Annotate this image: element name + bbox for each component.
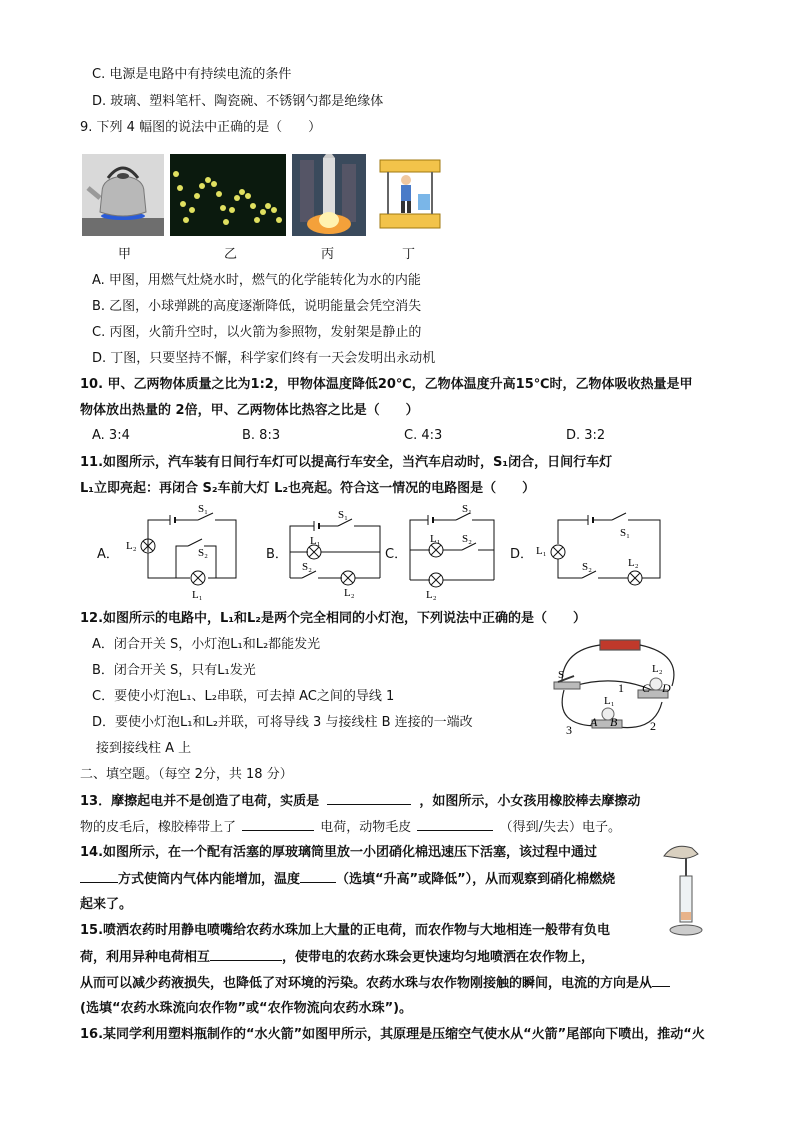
wire-2-label: 2 (650, 719, 656, 733)
q14-text-a: 方式使筒内气体内能增加，温度 (118, 872, 301, 887)
q10-stem-line1: 10. 甲、乙两物体质量之比为1:2，甲物体温度降低20℃，乙物体温度升高15℃时，乙物体吸收热量是甲 (80, 377, 693, 392)
q13-blank-3[interactable] (417, 818, 493, 831)
l2-label: L₂ (652, 663, 663, 675)
s2-label: S₂ (582, 561, 592, 573)
l2-label: L₂ (126, 540, 137, 552)
circuit-diagram-b (286, 508, 386, 608)
s1-label: S₁ (338, 509, 348, 521)
l1-label: L₁ (430, 533, 441, 545)
l1-label: L₁ (536, 545, 547, 557)
q15-line2 (80, 948, 594, 967)
kettle-image (82, 154, 164, 236)
q12-option-a: A．闭合开关 S，小灯泡L₁和L₂都能发光 (92, 637, 321, 652)
wire-3-label: 3 (566, 723, 572, 737)
q9-option-c: C. 丙图，火箭升空时，以火箭为参照物，发射架是静止的 (92, 325, 422, 340)
q14-line1: 14.如图所示，在一个配有活塞的厚玻璃筒里放一小团硝化棉迅速压下活塞，该过程中通过 (80, 845, 598, 860)
q15-line4: (选填“农药水珠流向农作物”或“农作物流向农药水珠”)。 (80, 1001, 413, 1016)
q11-stem-line2: L₁立即亮起：再闭合 S₂车前大灯 L₂也亮起。符合这一情况的电路图是（ ） (80, 481, 536, 496)
circuit-diagram-c (400, 500, 500, 600)
q8-option-d: D. 玻璃、塑料笔杆、陶瓷碗、不锈钢勺都是绝缘体 (92, 94, 384, 109)
q10-option-a: A. 3:4 (92, 428, 130, 443)
q10-option-b: B. 8:3 (242, 428, 281, 443)
q15-text-c: 从而可以减少药液损失，也降低了对环境的污染。农药水珠与农作物刚接触的瞬间，电流的方向是从 (80, 976, 653, 991)
q9-caption-jia: 甲 (118, 247, 132, 262)
perpetual-motion-image (374, 154, 446, 236)
q9-option-b: B. 乙图，小球弹跳的高度逐渐降低，说明能量会凭空消失 (92, 299, 422, 314)
s1-label: S₁ (462, 503, 472, 515)
q12-option-b: B．闭合开关 S，只有L₁发光 (92, 663, 256, 678)
q15-blank-2[interactable] (652, 974, 670, 987)
q11-option-d-label: D． (510, 547, 534, 562)
q9-option-a: A. 甲图，用燃气灶烧水时，燃气的化学能转化为水的内能 (92, 273, 421, 288)
q13-text-b: ，如图所示，小女孩用橡胶棒去摩擦动 (419, 794, 641, 809)
l1-label: L₁ (310, 535, 321, 547)
q11-stem-line1: 11.如图所示，汽车装有日间行车灯可以提高行车安全，当汽车启动时，S₁闭合，日间行车灯 (80, 455, 613, 470)
q13-text-c: 物的皮毛后，橡胶棒带上了 (80, 820, 237, 835)
q11-option-a-label: A． (97, 547, 119, 562)
rocket-launch-image (292, 154, 366, 236)
q9-caption-ding: 丁 (402, 247, 416, 262)
circuit-diagram-a (118, 500, 244, 600)
bouncing-ball-image (170, 154, 286, 236)
s2-label: S₂ (198, 547, 208, 559)
q12-option-d: D．要使小灯泡L₁和L₂并联，可将导线 3 与接线柱 B 连接的一端改 (92, 715, 473, 730)
q15-line3 (80, 974, 670, 993)
q14-line2 (80, 870, 615, 889)
circuit-diagram-d (528, 508, 668, 603)
q12-stem: 12.如图所示的电路中，L₁和L₂是两个完全相同的小灯泡，下列说法中正确的是（ ） (80, 611, 586, 626)
switch-s-label: S (558, 669, 565, 681)
q9-caption-yi: 乙 (224, 247, 238, 262)
q9-caption-bing: 丙 (321, 247, 335, 262)
q11-option-c-label: C． (385, 547, 408, 562)
q13-text-d: 电荷，动物毛皮 (320, 820, 412, 835)
l2-label: L₂ (344, 587, 355, 599)
q13-blank-2[interactable] (242, 818, 314, 831)
q10-stem-line2: 物体放出热量的 2倍，甲、乙两物体比热容之比是（ ） (80, 403, 419, 418)
q13-text-a: 13．摩擦起电并不是创造了电荷，实质是 (80, 794, 320, 809)
s1-label: S₁ (198, 503, 208, 515)
q14-blank-2[interactable] (300, 870, 336, 883)
section-2-heading: 二、填空题。（每空 2分，共 18 分） (80, 767, 293, 782)
q14-blank-1[interactable] (80, 870, 118, 883)
q10-option-d: D. 3:2 (566, 428, 606, 443)
l2-label: L₂ (426, 589, 437, 600)
q14-text-b: （选填“升高”或降低”），从而观察到硝化棉燃烧 (336, 872, 616, 887)
l1-label: L₁ (604, 695, 615, 707)
q13-text-e: （得到/失去）电子。 (499, 820, 621, 835)
q12-option-d-cont: 接到接线柱 A 上 (96, 741, 192, 756)
terminal-b-label: B (610, 715, 618, 729)
q15-line1: 15.喷洒农药时用静电喷嘴给农药水珠加上大量的正电荷，而农作物与大地相连一般带有负电 (80, 923, 611, 938)
q9-stem: 9. 下列 4 幅图的说法中正确的是（ ） (80, 120, 322, 135)
q15-text-a: 荷，利用异种电荷相互 (80, 950, 211, 965)
q10-option-c: C. 4:3 (404, 428, 443, 443)
q16-line1: 16.某同学利用塑料瓶制作的“水火箭”如图甲所示，其原理是压缩空气使水从“火箭”尾部向下喷出，推动“火 (80, 1027, 705, 1042)
q8-option-c: C. 电源是电路中有持续电流的条件 (92, 67, 292, 82)
q15-blank-1[interactable] (210, 948, 282, 961)
terminal-a-label: A (590, 715, 598, 729)
q14-line3: 起来了。 (80, 897, 133, 912)
terminal-c-label: C (642, 681, 651, 695)
q13-blank-1[interactable] (327, 792, 411, 805)
s1-label: S₁ (620, 527, 630, 539)
l2-label: L₂ (628, 557, 639, 569)
q12-circuit-figure (544, 634, 694, 750)
s2-label: S₂ (462, 533, 472, 545)
piston-cylinder-figure (658, 842, 712, 940)
q11-option-b-label: B． (266, 547, 288, 562)
wire-1-label: 1 (618, 681, 624, 695)
l1-label: L₁ (192, 589, 203, 600)
q15-text-b: ，使带电的农药水珠会更快速均匀地喷洒在农作物上， (282, 950, 595, 965)
q12-option-c: C．要使小灯泡L₁、L₂串联，可去掉 AC之间的导线 1 (92, 689, 395, 704)
s2-label: S₂ (302, 561, 312, 573)
q9-option-d: D. 丁图，只要坚持不懈，科学家们终有一天会发明出永动机 (92, 351, 436, 366)
q13-line2 (80, 818, 621, 837)
q13-line1 (80, 792, 640, 811)
terminal-d-label: D (662, 681, 671, 695)
